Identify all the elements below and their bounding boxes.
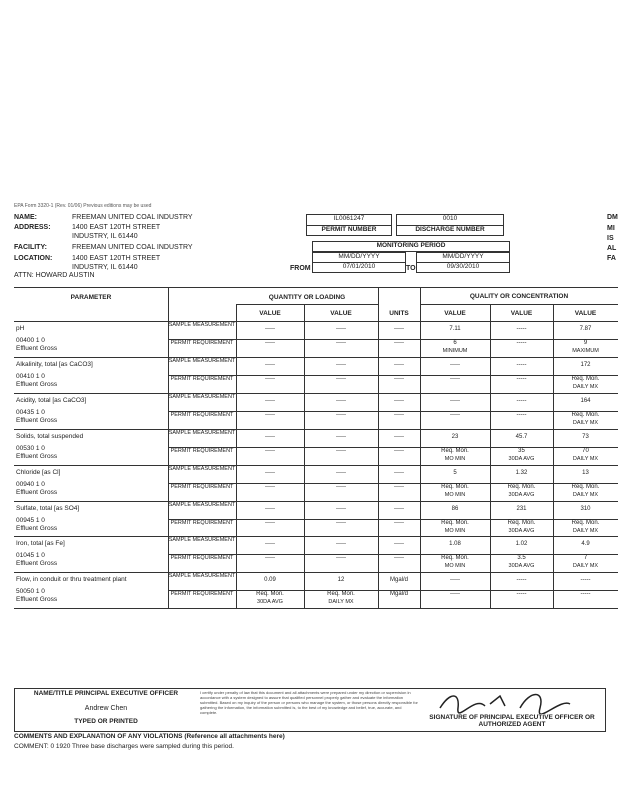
value-header-2: VALUE bbox=[330, 310, 352, 317]
permit-value-sub: 30DA AVG bbox=[508, 563, 535, 570]
sample-value: ----- bbox=[265, 541, 275, 548]
signature-label: SIGNATURE OF PRINCIPAL EXECUTIVE OFFICER OR AUTHORIZED AGENT bbox=[429, 714, 595, 728]
parameter-name: Iron, total [as Fe] bbox=[16, 540, 65, 548]
sample-measurement-label: SAMPLE MEASUREMENT bbox=[168, 501, 236, 508]
value-header-1: VALUE bbox=[259, 310, 281, 317]
permit-value-sub: MO MIN bbox=[444, 527, 466, 534]
parameter-code: 01045 1 0 bbox=[16, 552, 45, 560]
sample-value: ----- bbox=[394, 433, 404, 440]
sample-value: 73 bbox=[582, 433, 589, 440]
sample-value: 7.87 bbox=[579, 326, 592, 332]
sample-value: ----- bbox=[265, 505, 275, 512]
typed-label: TYPED OR PRINTED bbox=[74, 718, 138, 725]
officer-label: NAME/TITLE PRINCIPAL EXECUTIVE OFFICER bbox=[33, 690, 179, 697]
parameter-name: Acidity, total [as CaCO3] bbox=[16, 396, 87, 404]
permit-value: Req. Mon. bbox=[571, 375, 600, 382]
permit-value: 6 bbox=[453, 339, 457, 346]
sample-measurement-label: SAMPLE MEASUREMENT bbox=[168, 393, 236, 400]
permit-value: Req. Mon. bbox=[441, 447, 469, 454]
to-label: TO bbox=[406, 265, 416, 272]
parameter-name: Solids, total suspended bbox=[16, 432, 84, 440]
form-id: EPA Form 3320-1 (Rev. 01/06) Previous editions may be used bbox=[14, 203, 152, 209]
permit-value: ----- bbox=[394, 375, 404, 382]
sample-measurement-label: SAMPLE MEASUREMENT bbox=[168, 537, 236, 544]
permit-value: Req. Mon. bbox=[571, 483, 600, 490]
permit-value: 7 bbox=[583, 555, 588, 562]
permit-value: ----- bbox=[450, 411, 460, 418]
permit-value-sub: DAILY MX bbox=[572, 455, 599, 462]
permit-value: ----- bbox=[265, 447, 275, 454]
parameter-code: 00530 1 0 bbox=[16, 444, 45, 452]
permit-value: ----- bbox=[265, 375, 275, 382]
permit-value: ----- bbox=[336, 447, 346, 454]
parameter-effluent: Effluent Gross bbox=[16, 488, 58, 496]
sample-value: ----- bbox=[265, 326, 275, 332]
sample-value: ----- bbox=[336, 433, 346, 440]
parameter-code: 00410 1 0 bbox=[16, 372, 45, 380]
permit-value-sub: DAILY MX bbox=[572, 563, 599, 570]
sample-value: ----- bbox=[394, 361, 404, 368]
permit-value-sub: MO MIN bbox=[444, 563, 466, 570]
sample-value: 23 bbox=[451, 433, 459, 440]
from-format: MM/DD/YYYY bbox=[312, 252, 406, 263]
right-edge-1: DM bbox=[607, 214, 618, 221]
permit-value: ----- bbox=[336, 555, 346, 562]
sample-value: ----- bbox=[450, 397, 460, 404]
sample-value: 1.08 bbox=[449, 541, 461, 548]
parameter-name: pH bbox=[16, 325, 25, 332]
sample-value: 13 bbox=[582, 469, 589, 476]
permit-value-sub: MAXIMUM bbox=[572, 347, 599, 354]
sample-measurement-label: SAMPLE MEASUREMENT bbox=[168, 357, 236, 364]
permit-value-sub: DAILY MX bbox=[328, 599, 354, 606]
permit-value: ----- bbox=[336, 375, 346, 382]
quality-header: QUALITY OR CONCENTRATION bbox=[469, 293, 569, 300]
permit-value: ----- bbox=[336, 411, 346, 418]
right-edge-3: IS bbox=[607, 235, 614, 242]
sample-value: 164 bbox=[580, 397, 591, 404]
permit-value: ----- bbox=[336, 339, 346, 346]
sample-value: 45.7 bbox=[515, 433, 528, 440]
permit-value: ----- bbox=[265, 411, 275, 418]
sample-value: ----- bbox=[516, 577, 527, 584]
parameter-code: 00435 1 0 bbox=[16, 408, 45, 416]
permit-value: ----- bbox=[450, 375, 460, 382]
permit-value: Req. Mon. bbox=[441, 555, 469, 562]
permit-value: ----- bbox=[265, 483, 275, 490]
permit-value: ----- bbox=[394, 411, 404, 418]
sample-value: ----- bbox=[450, 577, 460, 584]
from-date: 07/01/2010 bbox=[312, 262, 406, 273]
permit-value: Req. Mon. bbox=[571, 519, 600, 526]
permit-value: ----- bbox=[394, 447, 404, 454]
sample-value: ----- bbox=[336, 397, 346, 404]
permit-requirement-label: PERMIT REQUIREMENT bbox=[170, 411, 234, 418]
right-edge-4: AL bbox=[607, 245, 617, 252]
permit-value: ----- bbox=[516, 375, 527, 382]
sample-measurement-label: SAMPLE MEASUREMENT bbox=[168, 322, 236, 328]
to-format: MM/DD/YYYY bbox=[416, 252, 510, 263]
permit-value: 3.5 bbox=[517, 555, 526, 562]
location-line2: INDUSTRY, IL 61440 bbox=[72, 264, 138, 271]
parameter-code: 00400 1 0 bbox=[16, 337, 45, 344]
permit-value-sub: MINIMUM bbox=[442, 347, 468, 354]
parameter-header: PARAMETER bbox=[70, 294, 112, 301]
sample-value: ----- bbox=[336, 469, 346, 476]
permit-value: Req. Mon. bbox=[571, 411, 600, 418]
discharge-number: 0010 bbox=[396, 214, 504, 226]
parameter-code: 00945 1 0 bbox=[16, 516, 45, 524]
permit-requirement-label: PERMIT REQUIREMENT bbox=[170, 555, 234, 562]
permit-value: Mgal/d bbox=[389, 591, 408, 598]
permit-value: ----- bbox=[265, 339, 275, 346]
permit-requirement-label: PERMIT REQUIREMENT bbox=[170, 447, 234, 454]
discharge-number-label: DISCHARGE NUMBER bbox=[396, 225, 504, 236]
value-header-5: VALUE bbox=[574, 310, 597, 317]
permit-value: ----- bbox=[516, 411, 527, 418]
permit-value: ----- bbox=[394, 339, 404, 346]
sample-value: ----- bbox=[516, 326, 527, 332]
permit-value-sub: 30DA AVG bbox=[508, 491, 535, 498]
permit-value: ----- bbox=[336, 519, 346, 526]
parameter-effluent: Effluent Gross bbox=[16, 524, 58, 532]
permit-value: Req. Mon. bbox=[327, 591, 355, 598]
permit-value: Req. Mon. bbox=[507, 483, 536, 490]
sample-value: ----- bbox=[394, 397, 404, 404]
sample-value: ----- bbox=[394, 505, 404, 512]
sample-value: 4.9 bbox=[581, 541, 590, 548]
sample-value: 310 bbox=[580, 505, 591, 512]
permit-value: ----- bbox=[516, 591, 527, 598]
sample-value: 1.02 bbox=[515, 541, 528, 548]
permit-value: 9 bbox=[583, 339, 588, 346]
sample-value: ----- bbox=[450, 361, 460, 368]
permit-value-sub: DAILY MX bbox=[572, 419, 599, 426]
sample-value: ----- bbox=[265, 469, 275, 476]
permit-value: ----- bbox=[516, 339, 527, 346]
sample-value: 0.09 bbox=[264, 577, 276, 584]
permit-value-sub: DAILY MX bbox=[572, 383, 599, 390]
permit-value: ----- bbox=[265, 519, 275, 526]
parameter-name: Alkalinity, total [as CaCO3] bbox=[16, 360, 93, 368]
sample-value: ----- bbox=[265, 397, 275, 404]
sample-value: 231 bbox=[516, 505, 527, 512]
right-edge-5: FA bbox=[607, 255, 616, 262]
permit-value: ----- bbox=[394, 555, 404, 562]
parameter-code: 50050 1 0 bbox=[16, 588, 45, 596]
sample-value: 12 bbox=[337, 577, 345, 584]
sample-measurement-label: SAMPLE MEASUREMENT bbox=[168, 465, 236, 472]
permit-value: Req. Mon. bbox=[507, 519, 536, 526]
parameter-effluent: Effluent Gross bbox=[16, 345, 58, 352]
parameter-effluent: Effluent Gross bbox=[16, 416, 58, 424]
permit-value: ----- bbox=[265, 555, 275, 562]
location-label: LOCATION: bbox=[14, 255, 53, 262]
parameter-name: Chloride [as Cl] bbox=[16, 468, 61, 476]
sample-measurement-label: SAMPLE MEASUREMENT bbox=[168, 429, 236, 436]
address-label: ADDRESS: bbox=[14, 224, 51, 231]
permit-requirement-label: PERMIT REQUIREMENT bbox=[170, 375, 234, 382]
value-header-3: VALUE bbox=[444, 310, 466, 317]
sample-value: ----- bbox=[336, 505, 346, 512]
monitoring-period-label: MONITORING PERIOD bbox=[312, 241, 510, 252]
sample-value: ----- bbox=[394, 469, 404, 476]
permit-value-sub: 30DA AVG bbox=[508, 527, 535, 534]
sample-value: ----- bbox=[336, 326, 346, 332]
permit-value: ----- bbox=[580, 591, 591, 598]
sample-value: 5 bbox=[453, 469, 457, 476]
comments-label: COMMENTS AND EXPLANATION OF ANY VIOLATIONS (Reference all attachments here) bbox=[14, 733, 285, 740]
parameter-effluent: Effluent Gross bbox=[16, 596, 58, 604]
sample-value: ----- bbox=[336, 361, 346, 368]
to-date: 09/30/2010 bbox=[416, 262, 510, 273]
officer-name: Andrew Chen bbox=[84, 705, 128, 712]
from-label: FROM bbox=[290, 265, 311, 272]
permit-requirement-label: PERMIT REQUIREMENT bbox=[170, 519, 234, 526]
address-line2: INDUSTRY, IL 61440 bbox=[72, 233, 138, 240]
parameter-name: Sulfate, total [as SO4] bbox=[16, 504, 80, 512]
facility-label: FACILITY: bbox=[14, 244, 47, 251]
sample-measurement-label: SAMPLE MEASUREMENT bbox=[168, 573, 236, 580]
right-edge-2: MI bbox=[607, 225, 615, 232]
certification-text: I certify under penalty of law that this document and all attachments were prepared under my direction or supervision in accordance with a system designed to assure that qualified personnel properly gather and evaluate the information submitted. Based on my inquiry of the person or persons who manage the system, or those persons directly responsible for gathering the information, the information submitted is, to the best of my knowledge and belief, true, accurate, and complete. bbox=[200, 690, 418, 715]
permit-requirement-label: PERMIT REQUIREMENT bbox=[170, 339, 234, 346]
name-value: FREEMAN UNITED COAL INDUSTRY bbox=[72, 214, 193, 221]
sample-value: ----- bbox=[336, 541, 346, 548]
sample-value: 86 bbox=[451, 505, 459, 512]
permit-value: ----- bbox=[450, 591, 460, 598]
sample-value: Mgal/d bbox=[389, 577, 408, 584]
permit-value-sub: 30DA AVG bbox=[257, 599, 283, 606]
signature-image bbox=[430, 690, 600, 714]
parameter-effluent: Effluent Gross bbox=[16, 380, 58, 388]
permit-value-sub: MO MIN bbox=[444, 455, 466, 462]
permit-value-sub: 30DA AVG bbox=[508, 455, 535, 462]
sample-value: ----- bbox=[394, 326, 404, 332]
permit-value: ----- bbox=[394, 519, 404, 526]
permit-number: IL0061247 bbox=[306, 214, 392, 226]
permit-requirement-label: PERMIT REQUIREMENT bbox=[170, 591, 234, 598]
parameter-effluent: Effluent Gross bbox=[16, 560, 58, 568]
permit-value: ----- bbox=[336, 483, 346, 490]
permit-value: Req. Mon. bbox=[256, 591, 284, 598]
sample-value: ----- bbox=[265, 361, 275, 368]
sample-value: ----- bbox=[516, 397, 527, 404]
parameter-name: Flow, in conduit or thru treatment plant bbox=[16, 576, 127, 584]
parameter-code: 00940 1 0 bbox=[16, 480, 45, 488]
quantity-header: QUANTITY OR LOADING bbox=[268, 294, 346, 301]
permit-value-sub: MO MIN bbox=[444, 491, 466, 498]
permit-value-sub: DAILY MX bbox=[572, 527, 599, 534]
sample-value: ----- bbox=[516, 361, 527, 368]
permit-requirement-label: PERMIT REQUIREMENT bbox=[170, 483, 234, 490]
comment-text: COMMENT: 0 1920 Three base discharges were sampled during this period. bbox=[14, 743, 234, 750]
sample-value: 172 bbox=[580, 361, 591, 368]
permit-value: 70 bbox=[582, 447, 589, 454]
sample-value: ----- bbox=[394, 541, 404, 548]
permit-value: Req. Mon. bbox=[441, 519, 469, 526]
sample-value: 7.11 bbox=[449, 326, 461, 332]
location-line1: 1400 EAST 120TH STREET bbox=[72, 255, 161, 262]
sample-value: ----- bbox=[265, 433, 275, 440]
units-header: UNITS bbox=[389, 310, 409, 317]
attn-label: ATTN: HOWARD AUSTIN bbox=[14, 272, 95, 279]
facility-value: FREEMAN UNITED COAL INDUSTRY bbox=[72, 244, 193, 251]
permit-value-sub: DAILY MX bbox=[572, 491, 599, 498]
sample-value: 1.32 bbox=[515, 469, 528, 476]
value-header-4: VALUE bbox=[510, 310, 533, 317]
sample-value: ----- bbox=[580, 577, 591, 584]
permit-value: Req. Mon. bbox=[441, 483, 469, 490]
permit-value: 35 bbox=[518, 447, 525, 454]
name-label: NAME: bbox=[14, 214, 37, 221]
address-line1: 1400 EAST 120TH STREET bbox=[72, 224, 161, 231]
permit-value: ----- bbox=[394, 483, 404, 490]
permit-number-label: PERMIT NUMBER bbox=[306, 225, 392, 236]
parameter-effluent: Effluent Gross bbox=[16, 452, 58, 460]
